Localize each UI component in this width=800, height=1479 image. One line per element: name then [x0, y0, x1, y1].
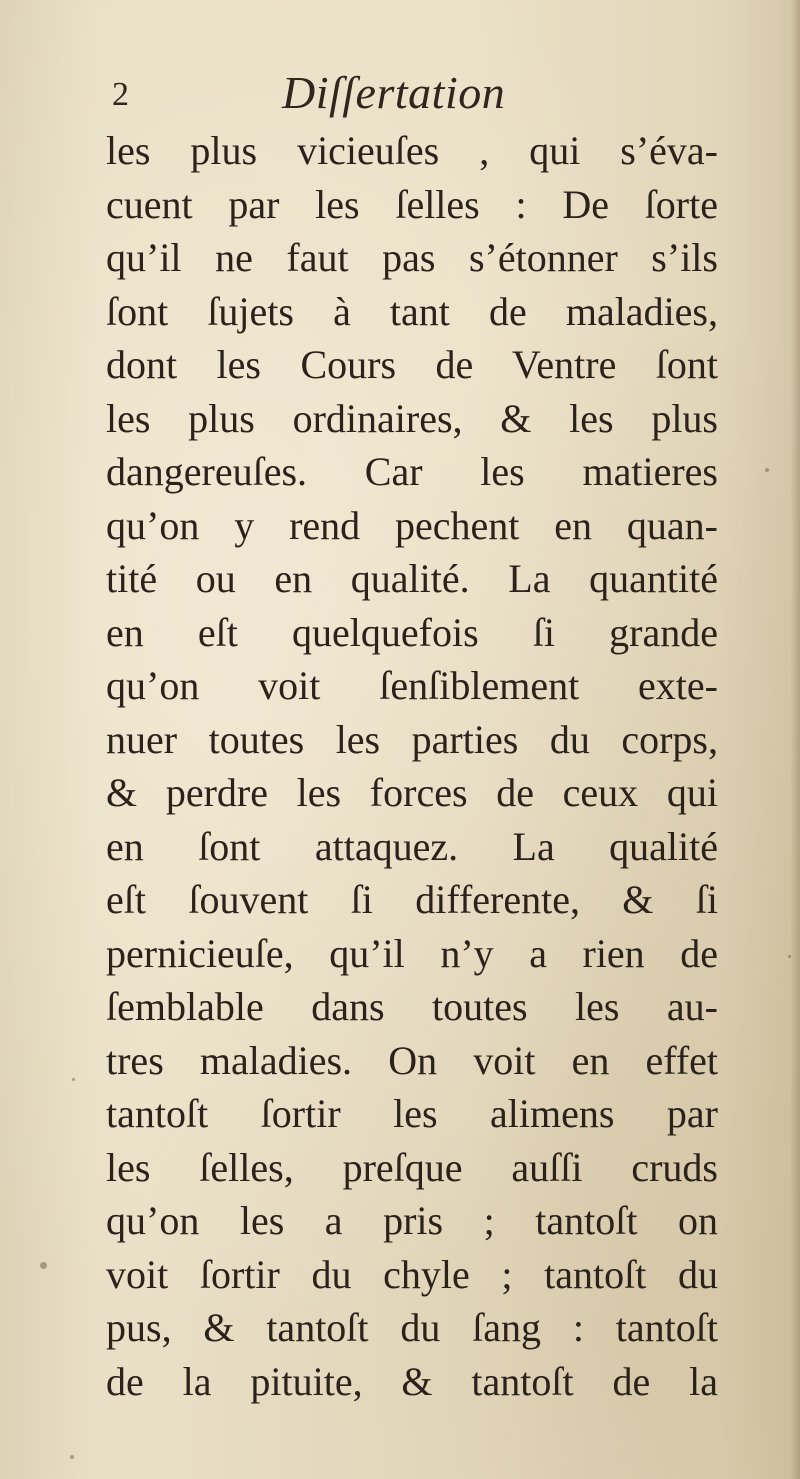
- text-line: les ſelles, preſque auſſi cruds: [106, 1144, 718, 1190]
- text-line: les plus vicieuſes , qui s’éva-: [106, 128, 718, 173]
- text-line: dont les Cours de Ventre ſont: [106, 342, 718, 387]
- ink-speck: [788, 955, 791, 958]
- text-line: tantoſt ſortir les alimens par: [106, 1091, 718, 1136]
- text-line: dangereuſes. Car les matieres: [106, 449, 718, 494]
- text-line: qu’on voit ſenſiblement exte-: [106, 663, 718, 708]
- text-line: voit ſortir du chyle ; tantoſt du: [106, 1251, 718, 1297]
- page-header: [104, 66, 724, 124]
- text-line: pernicieuſe, qu’il n’y a rien de: [106, 930, 718, 976]
- text-line: tres maladies. On voit en effet: [106, 1037, 718, 1083]
- text-line: ſemblable dans toutes les au-: [106, 984, 718, 1029]
- text-line: nuer toutes les parties du corps,: [106, 716, 718, 762]
- ink-speck: [72, 1078, 75, 1081]
- text-line: pus, & tantoſt du ſang : tantoſt: [106, 1305, 718, 1350]
- text-line: tité ou en qualité. La quantité: [106, 556, 718, 601]
- text-line: les plus ordinaires, & les plus: [106, 395, 718, 441]
- text-line: qu’on les a pris ; tantoſt on: [106, 1198, 718, 1243]
- text-line: & perdre les forces de ceux qui: [106, 770, 718, 815]
- text-line: qu’on y rend pechent en quan-: [106, 502, 718, 548]
- page-number: 2: [112, 76, 129, 113]
- running-title: Diſſertation: [282, 67, 506, 118]
- text-line: de la pituite, & tantoſt de la: [106, 1358, 718, 1404]
- text-line: cuent par les ſelles : De ſorte: [106, 181, 718, 227]
- text-line: en ſont attaquez. La qualité: [106, 823, 718, 869]
- text-line: en eſt quelquefois ſi grande: [106, 609, 718, 655]
- ink-speck: [765, 468, 769, 472]
- page-edge-shadow: [790, 0, 800, 1479]
- text-line: eſt ſouvent ſi differente, & ſi: [106, 877, 718, 922]
- text-line: ſont ſujets à tant de maladies,: [106, 288, 718, 334]
- ink-speck: [40, 1262, 47, 1269]
- ink-speck: [70, 1455, 74, 1459]
- body-text: [106, 124, 718, 1408]
- text-line: qu’il ne faut pas s’étonner s’ils: [106, 235, 718, 280]
